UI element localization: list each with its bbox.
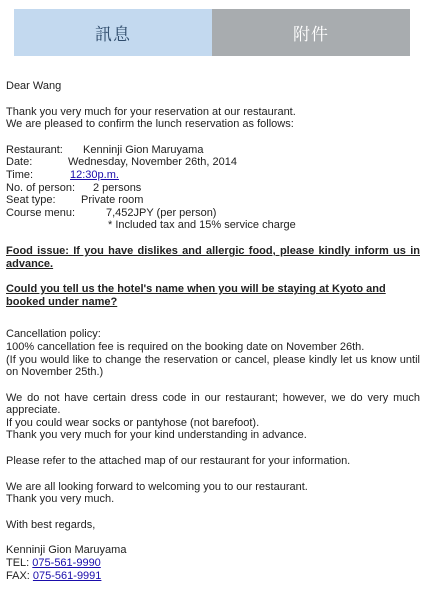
detail-restaurant-value: Kenninji Gion Maruyama — [83, 143, 204, 156]
closing-line-2: Thank you very much. — [6, 493, 115, 506]
detail-seat-label: Seat type: — [6, 194, 56, 207]
detail-date-value: Wednesday, November 26th, 2014 — [68, 156, 237, 169]
tab-attachments-label: 附件 — [293, 25, 329, 45]
closing-line-1: We are all looking forward to welcoming you to our restaurant. — [6, 480, 308, 493]
regards: With best regards, — [6, 518, 96, 531]
tab-message-label: 訊息 — [95, 25, 131, 45]
detail-time-label: Time: — [6, 168, 34, 181]
tab-bar — [14, 9, 410, 56]
detail-seat-value: Private room — [81, 194, 144, 207]
email-body — [6, 80, 420, 582]
intro-line-1: Thank you very much for your reservation at our restaurant. — [6, 105, 296, 118]
intro-line-2: We are pleased to confirm the lunch reservation as follows: — [6, 118, 294, 131]
detail-course — [6, 207, 420, 220]
signature-fax — [6, 570, 420, 583]
cancellation-line-2: (If you would like to change the reservation or cancel, please kindly let us know until on November 25th.) — [6, 353, 420, 379]
greeting: Dear Wang — [6, 80, 62, 92]
dress-code-line-2: If you could wear socks or pantyhose (not barefoot). — [6, 416, 260, 429]
tel-label: TEL: — [6, 557, 33, 570]
signature-name: Kenninji Gion Maruyama — [6, 544, 127, 557]
map-note: Please refer to the attached map of our restaurant for your information. — [6, 455, 351, 468]
hotel-question: Could you tell us the hotel's name when you will be staying at Kyoto and booked under name? — [6, 283, 386, 308]
dress-code-line-1: We do not have certain dress code in our restaurant; however, we do very much appreciate. — [6, 391, 420, 417]
time-link[interactable]: 12:30p.m. — [70, 168, 119, 181]
detail-course-note: * Included tax and 15% service charge — [108, 219, 296, 232]
detail-date-label: Date: — [6, 156, 33, 169]
detail-date — [6, 156, 420, 169]
cancellation-line-1: 100% cancellation fee is required on the booking date on November 26th. — [6, 340, 365, 353]
detail-seat — [6, 194, 420, 207]
detail-restaurant — [6, 144, 420, 157]
signature-tel — [6, 557, 420, 570]
detail-persons-value: 2 persons — [93, 181, 142, 194]
food-issue-note: Food issue: If you have dislikes and allergic food, please kindly inform us in advance. — [6, 244, 420, 270]
detail-persons — [6, 182, 420, 195]
fax-link[interactable]: 075-561-9991 — [32, 569, 102, 582]
detail-persons-label: No. of person: — [6, 181, 76, 194]
cancellation-title: Cancellation policy: — [6, 328, 101, 341]
detail-course-value: 7,452JPY (per person) — [106, 206, 217, 219]
detail-time — [6, 169, 420, 182]
tel-link[interactable]: 075-561-9990 — [32, 557, 101, 570]
tab-message[interactable] — [14, 9, 212, 56]
fax-label: FAX: — [6, 569, 33, 582]
tab-attachments[interactable] — [212, 9, 410, 56]
detail-course-label: Course menu: — [6, 206, 76, 219]
detail-restaurant-label: Restaurant: — [6, 143, 63, 156]
dress-code-line-3: Thank you very much for your kind understanding in advance. — [6, 429, 307, 442]
